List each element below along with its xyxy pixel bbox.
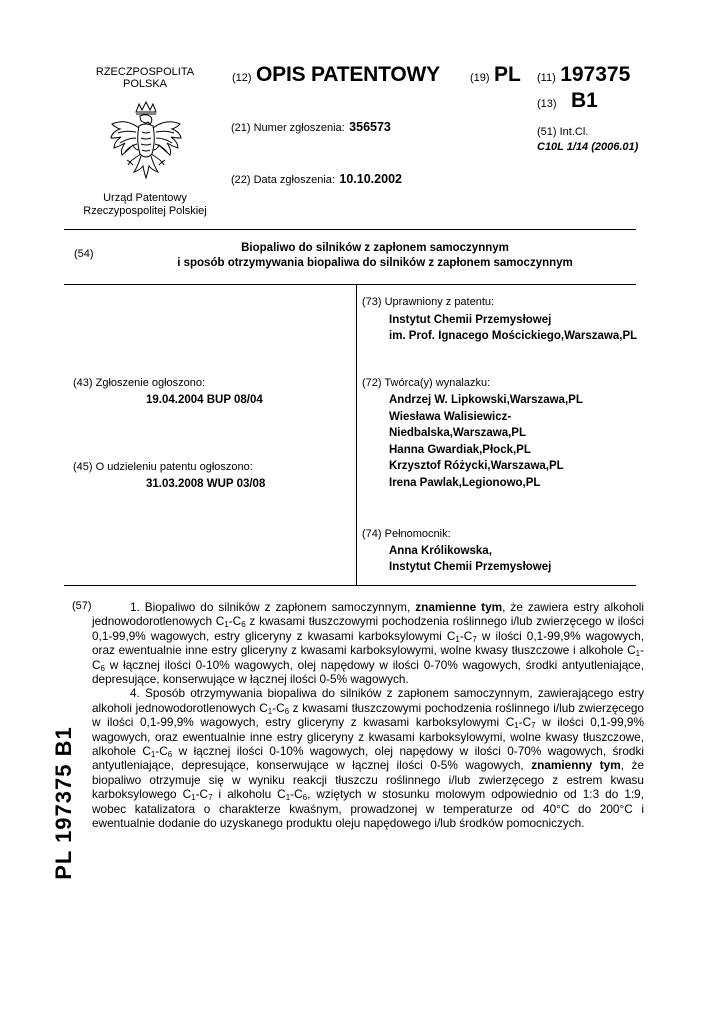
publication-value: 19.04.2004 BUP 08/04: [146, 394, 263, 406]
attorney-line2: Instytut Chemii Przemysłowej: [389, 561, 552, 573]
inventors-list: [389, 392, 583, 491]
office-name-line1: Urząd Patentowy: [103, 192, 187, 204]
abstract-text: [92, 600, 644, 831]
divider-bottom: [64, 585, 636, 586]
column-divider: [356, 285, 357, 585]
claim-4: 4. Sposób otrzymywania biopaliwa do silników z zapłonem samoczynnym, zawierającego estry alkoholi jednowodorotlenowych $C_1-C_6$ z kwasami tłuszczowymi pochodzenia roślinnego i/lub zwierzęcego w ilości 0,1-99,9% wagowych, estry gliceryny z kwasami karboksylowymi $C_1-C_7$ w ilości 0,1-99,9% wagowych, oraz ewentualnie inne estry gliceryny z kwasami karboksylowymi, wolne kwasy tłuszczowe, alkohole $C_1-C_6$ w łącznej ilości 0-10% wagowych, olej napędowy w ilości 0-70% wagowych, środki antyutleniające, depresujące, konserwujące w łącznej ilości 0-5% wagowych, znamienny tym, że biopaliwo otrzymuje się w wyniku reakcji tłuszczu roślinnego i/lub zwierzęcego z estrem kwasu karboksylowego $C_1-C_7$ i alkoholu $C_1-C_6$, wziętych w stosunku molowym odpowiednio od 1:3 do 1:9, wobec katalizatora o charakterze kwaśnym, prowadzonej w temperaturze od 40°C do 200°C i ewentualnie dodanie do uzyskanego produktu oleju napędowego i/lub środków pomocniczych.: [92, 686, 644, 831]
code-13: (13): [537, 98, 557, 110]
inventors-label: (72) Twórca(y) wynalazku:: [362, 377, 491, 389]
country-code: PL: [494, 63, 521, 86]
office-name-line2: Rzeczypospolitej Polskiej: [83, 205, 207, 217]
application-number: 356573: [349, 120, 391, 134]
patent-number: 197375: [560, 63, 631, 86]
inventor-item: Krzysztof Różycki,Warszawa,PL: [389, 460, 564, 472]
owner-line1: Instytut Chemii Przemysłowej: [389, 314, 552, 326]
code-12: (12): [232, 72, 252, 84]
divider-top: [64, 229, 636, 230]
filing-date-label: (22) Data zgłoszenia:: [231, 174, 335, 186]
inventor-item: Irena Pawlak,Legionowo,PL: [389, 476, 541, 489]
grant-value: 31.03.2008 WUP 03/08: [146, 478, 266, 490]
inventor-item: Andrzej W. Lipkowski,Warszawa,PL: [389, 394, 583, 406]
attorney-label: (74) Pełnomocnik:: [362, 528, 451, 540]
polish-eagle-emblem: [106, 100, 186, 184]
ipc-label: (51) Int.Cl.: [537, 126, 589, 138]
filing-date: 10.10.2002: [339, 172, 402, 186]
abstract-code: (57): [72, 600, 92, 612]
document-title: OPIS PATENTOWY: [256, 63, 440, 86]
divider-title: [64, 284, 636, 285]
ipc-value: C10L 1/14 (2006.01): [537, 141, 639, 153]
inventor-item: Hanna Gwardiak,Płock,PL: [389, 443, 531, 456]
code-11: (11): [537, 72, 556, 84]
owner-line2: im. Prof. Ignacego Mościckiego,Warszawa,PL: [389, 330, 638, 342]
owner-label: (73) Uprawniony z patentu:: [362, 296, 495, 308]
title-line1: Biopaliwo do silników z zapłonem samoczynnym: [241, 242, 509, 254]
side-label: PL 197375 B1: [51, 726, 76, 880]
claim-1: 1. Biopaliwo do silników z zapłonem samoczynnym, znamienne tym, że zawiera estry alkoholi jednowodorotlenowych $C_1-C_6$ z kwasami tłuszczowymi pochodzenia roślinnego i/lub zwierzęcego w ilości 0,1-99,9% wagowych, estry gliceryny z kwasami karboksylowymi $C_1-C_7$ w ilości 0,1-99,9% wagowych, oraz ewentualnie inne estry gliceryny z kwasami karboksylowymi, wolne kwasy tłuszczowe i alkohole $C_1-C_6$ w łącznej ilości 0-10% wagowych, olej napędowy w ilości 0-70% wagowych, środki antyutleniające, depresujące, konserwujące w łącznej ilości 0-5% wagowych.: [92, 600, 645, 687]
country-name-line2: POLSKA: [122, 78, 168, 90]
grant-label: (45) O udzieleniu patentu ogłoszono:: [73, 461, 253, 473]
country-name-line1: RZECZPOSPOLITA: [95, 66, 195, 78]
title-code: (54): [74, 248, 94, 260]
code-19: (19): [470, 72, 490, 84]
kind-code: B1: [571, 89, 598, 112]
inventor-item: Niedbalska,Warszawa,PL: [389, 427, 526, 439]
title-line2: i sposób otrzymywania biopaliwa do silników z zapłonem samoczynnym: [177, 256, 573, 269]
application-number-label: (21) Numer zgłoszenia:: [231, 122, 345, 134]
attorney-line1: Anna Królikowska,: [389, 545, 492, 557]
publication-label: (43) Zgłoszenie ogłoszono:: [73, 377, 206, 389]
inventor-item: Wiesława Walisiewicz-: [389, 410, 512, 423]
